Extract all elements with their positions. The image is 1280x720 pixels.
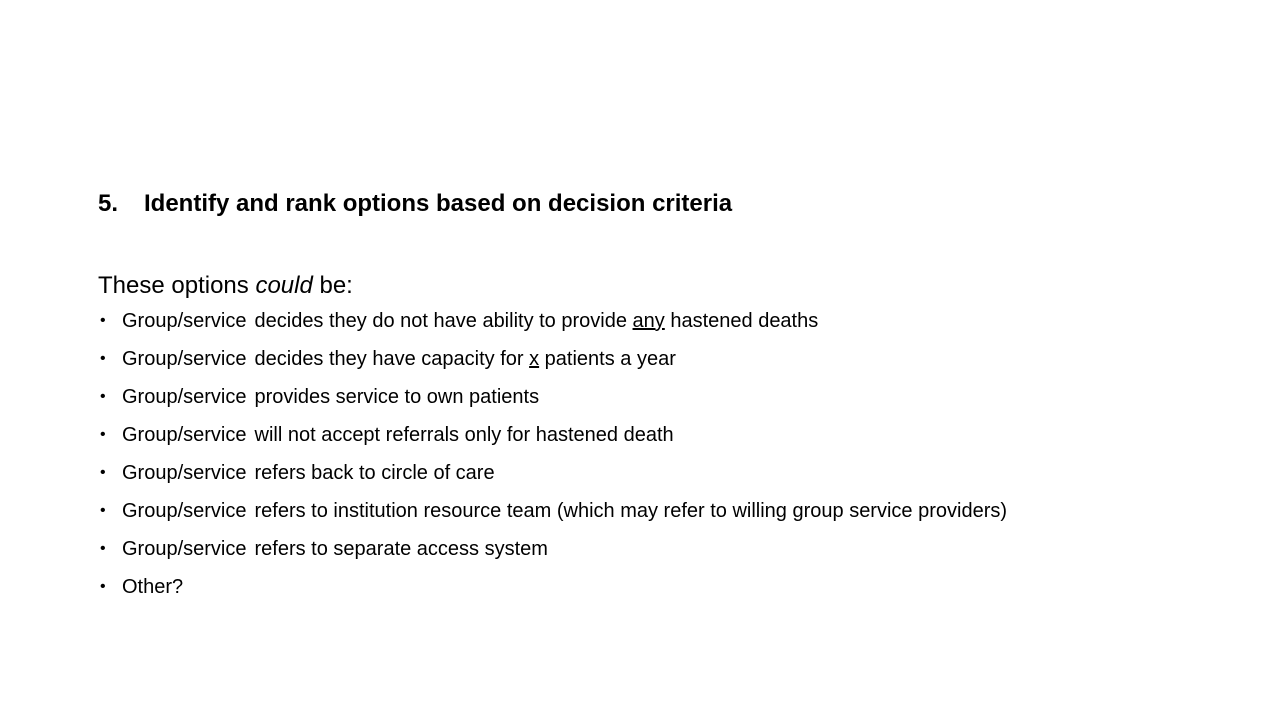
slide-heading — [98, 190, 732, 218]
options-list — [98, 310, 1218, 614]
intro-after: be: — [312, 272, 353, 299]
bullet-icon: • — [100, 578, 106, 595]
list-item: • Group/service refers back to circle of care — [100, 462, 495, 484]
bullet-icon: • — [100, 388, 106, 405]
underlined-word: any — [632, 310, 665, 332]
list-item: • Group/service decides they do not have ability to provide any hastened deaths — [100, 310, 819, 332]
list-item: • Group/service refers to separate access system — [100, 538, 548, 560]
bullet-icon: • — [100, 350, 106, 367]
list-item: • Group/service provides service to own patients — [100, 386, 540, 408]
list-item: • Group/service decides they have capacity for x patients a year — [100, 348, 676, 370]
bullet-icon: • — [100, 312, 106, 329]
list-item: • Group/service will not accept referrals only for hastened death — [100, 424, 674, 446]
bullet-icon: • — [100, 426, 106, 443]
intro-emphasis: could — [255, 272, 313, 299]
bullet-icon: • — [100, 464, 106, 481]
intro-line — [98, 272, 353, 300]
bullet-icon: • — [100, 502, 106, 519]
underlined-word: x — [529, 348, 540, 370]
bullet-icon: • — [100, 540, 106, 557]
heading-number: 5. — [98, 190, 119, 217]
intro-before: These options — [98, 272, 256, 299]
heading-text: Identify and rank options based on decision criteria — [144, 190, 733, 217]
list-item: • Other? — [100, 576, 184, 598]
list-item: • Group/service refers to institution resource team (which may refer to willing group service providers) — [100, 500, 1008, 522]
